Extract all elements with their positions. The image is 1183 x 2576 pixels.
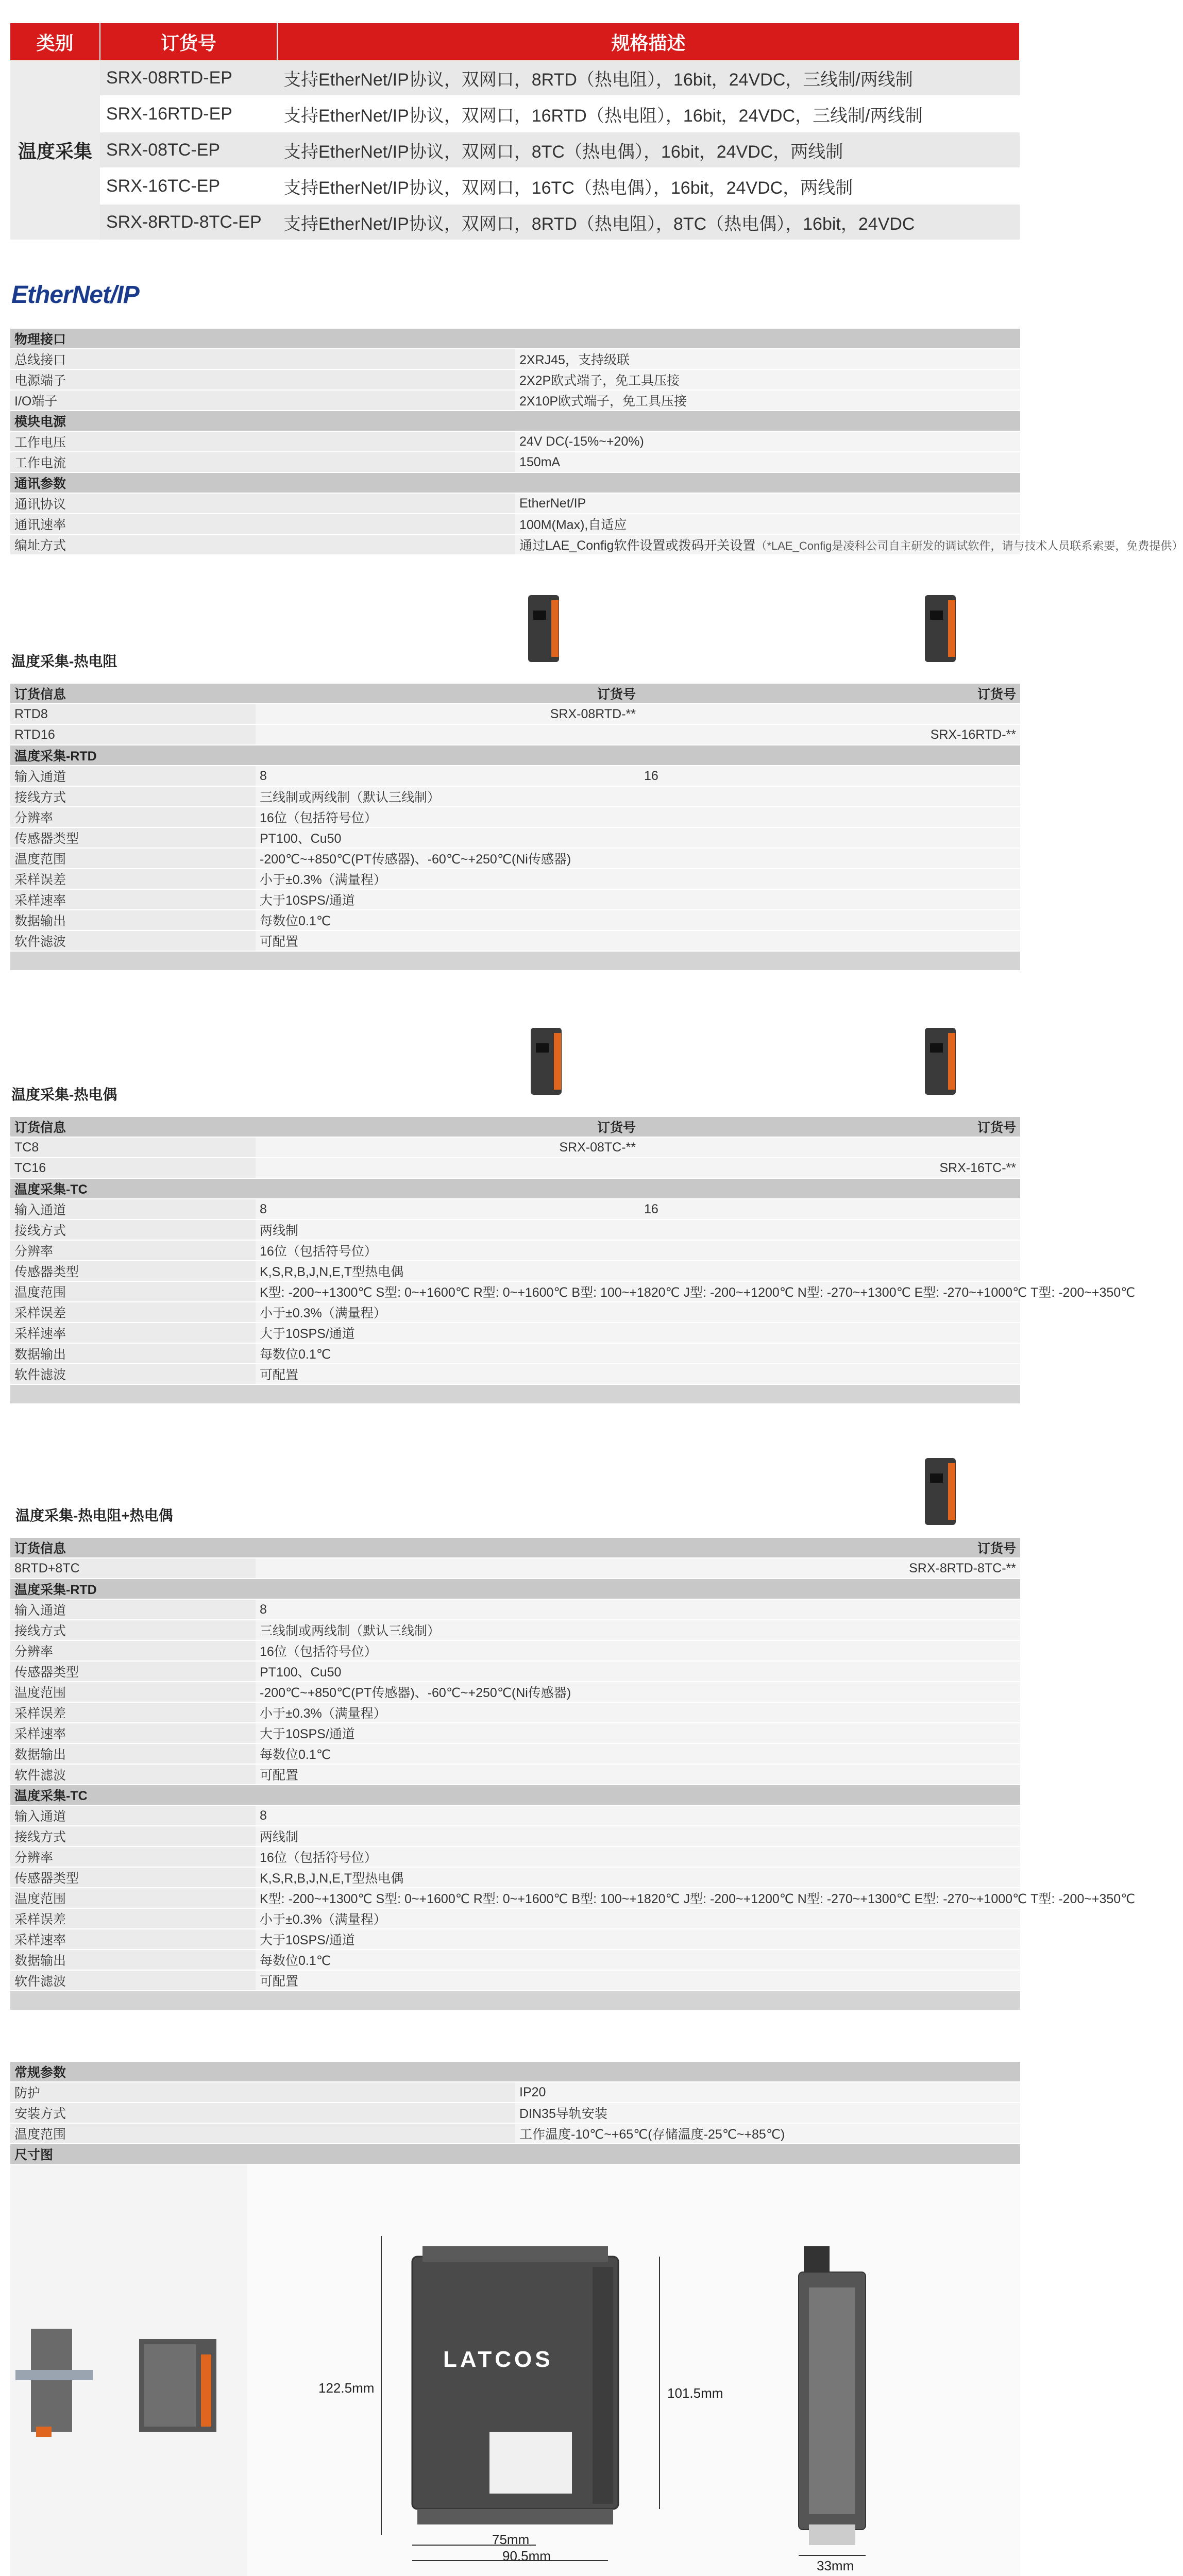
spec-key: 接线方式: [10, 1219, 256, 1240]
ethernet-ip-logo: EtherNet/IP: [11, 281, 139, 309]
module-image-rtd8: [523, 590, 569, 667]
brand-logo: LATCOS: [443, 2347, 553, 2372]
software-note: （*LAE_Config是凌科公司自主研发的调试软件，请与技术人员联系索要，免费提供）: [755, 539, 1183, 552]
spec-value: PT100、Cu50: [256, 827, 1020, 848]
spec-key: 传感器类型: [10, 1261, 256, 1281]
spec-key: 温度范围: [10, 1281, 256, 1302]
spec-key: 通讯速率: [10, 514, 515, 534]
spec-key: 安装方式: [10, 2103, 515, 2123]
spec-value: DIN35导轨安装: [515, 2103, 1020, 2123]
spec-value: 2XRJ45，支持级联: [515, 349, 1020, 369]
order-code: SRX-8RTD-8TC-**: [256, 1558, 1020, 1579]
spec-key: 分辨率: [10, 1846, 256, 1867]
order-name: TC8: [10, 1137, 256, 1158]
order-name: TC16: [10, 1158, 256, 1178]
spec-key: 分辨率: [10, 1640, 256, 1661]
spec-value: 工作温度-10℃~+65℃(存储温度-25℃~+85℃): [515, 2123, 1020, 2144]
addressing-text: 通过LAE_Config软件设置或拨码开关设置: [519, 538, 756, 553]
header-category: 类别: [10, 23, 100, 60]
spec-key: 温度范围: [10, 1888, 256, 1908]
spec-value: 两线制: [256, 1826, 1020, 1846]
spec-key: 工作电流: [10, 452, 515, 472]
spec-key: 软件滤波: [10, 930, 256, 951]
spec-value: 16位（包括符号位）: [256, 1240, 1020, 1261]
spec-value: 16位（包括符号位）: [256, 1640, 1020, 1661]
spec-value: 可配置: [256, 1364, 1020, 1384]
dim-label-body-height: 101.5mm: [667, 2385, 723, 2401]
module-image-rtd16: [920, 590, 966, 667]
module-image-tc16: [920, 1023, 966, 1100]
dim-label-total-height: 122.5mm: [318, 2380, 375, 2396]
spec-value: 可配置: [256, 1970, 1020, 1991]
spec-value: 小于±0.3%（满量程）: [256, 869, 1020, 889]
spec-key: 数据输出: [10, 910, 256, 930]
order-info-label: 订货信息: [10, 1538, 256, 1558]
order-desc: 支持EtherNet/IP协议，双网口，8RTD（热电阻），16bit，24VDC，三线制/两线制: [277, 60, 1020, 96]
spec-key: 编址方式: [10, 534, 515, 555]
module-image-tc8: [526, 1023, 572, 1100]
order-code: [256, 1158, 640, 1178]
spec-value: -200℃~+850℃(PT传感器)、-60℃~+250℃(Ni传感器): [256, 848, 1020, 869]
spec-key: 输入通道: [10, 1805, 256, 1826]
spec-key: 采样速率: [10, 1723, 256, 1743]
rtd-spec-table: [10, 684, 1020, 971]
tc-spec-table: [10, 1117, 1136, 1404]
spec-key: 软件滤波: [10, 1970, 256, 1991]
module-image-mix: [920, 1453, 966, 1530]
spec-value: 2X10P欧式端子，免工具压接: [515, 390, 1020, 411]
spec-key: 总线接口: [10, 349, 515, 369]
order-desc: 支持EtherNet/IP协议，双网口，16RTD（热电阻），16bit，24VDC，三线制/两线制: [277, 96, 1020, 132]
spec-value: 8: [256, 766, 640, 786]
general-spec-table: [10, 329, 1183, 555]
order-code: SRX-16RTD-EP: [100, 96, 277, 132]
spec-key: 软件滤波: [10, 1764, 256, 1785]
spec-key: 软件滤波: [10, 1364, 256, 1384]
spec-key: 采样误差: [10, 869, 256, 889]
spec-key: 采样误差: [10, 1908, 256, 1929]
spec-key: 数据输出: [10, 1950, 256, 1970]
spec-value: 小于±0.3%（满量程）: [256, 1908, 1020, 1929]
spec-value: 每数位0.1℃: [256, 1343, 1020, 1364]
spec-value: PT100、Cu50: [256, 1661, 1020, 1682]
spacer-row: [10, 1991, 1020, 2010]
spec-value: [515, 534, 1183, 555]
spec-value: 两线制: [256, 1219, 1020, 1240]
order-desc: 支持EtherNet/IP协议，双网口，16TC（热电偶），16bit，24VDC，两线制: [277, 168, 1020, 204]
spec-value: EtherNet/IP: [515, 493, 1020, 514]
section-header: 温度采集-TC: [10, 1178, 1020, 1199]
spec-key: 温度范围: [10, 848, 256, 869]
order-info-label: 订货信息: [10, 684, 256, 704]
spec-value: 8: [256, 1599, 1020, 1620]
section-header: 通讯参数: [10, 472, 1020, 493]
dimension-drawing-front: [350, 2215, 814, 2576]
spec-value: 100M(Max),自适应: [515, 514, 1020, 534]
order-desc: 支持EtherNet/IP协议，双网口，8TC（热电偶），16bit，24VDC，两线制: [277, 132, 1020, 168]
spec-value: 8: [256, 1805, 1020, 1826]
spec-key: I/O端子: [10, 390, 515, 411]
order-desc: 支持EtherNet/IP协议，双网口，8RTD（热电阻），8TC（热电偶），16bit，24VDC: [277, 204, 1020, 240]
order-name: 8RTD+8TC: [10, 1558, 256, 1579]
spec-value: 16: [640, 1199, 1020, 1219]
spec-value: 24V DC(-15%~+20%): [515, 431, 1020, 452]
section-header: 物理接口: [10, 329, 1020, 349]
order-code: SRX-08RTD-EP: [100, 60, 277, 96]
spec-key: 温度范围: [10, 1682, 256, 1702]
spec-key: 数据输出: [10, 1743, 256, 1764]
spec-value: 三线制或两线制（默认三线制）: [256, 1620, 1020, 1640]
spec-key: 数据输出: [10, 1343, 256, 1364]
spacer-row: [10, 951, 1020, 971]
spec-value: 小于±0.3%（满量程）: [256, 1302, 1020, 1323]
order-code: SRX-16RTD-**: [640, 724, 1020, 745]
spec-key: 采样误差: [10, 1302, 256, 1323]
spec-value: IP20: [515, 2082, 1020, 2103]
spec-key: 电源端子: [10, 369, 515, 390]
order-name: RTD8: [10, 704, 256, 724]
spec-value: K,S,R,B,J,N,E,T型热电偶: [256, 1261, 1020, 1281]
spec-value: K,S,R,B,J,N,E,T型热电偶: [256, 1867, 1020, 1888]
spec-key: 采样速率: [10, 889, 256, 910]
spec-key: 防护: [10, 2082, 515, 2103]
spacer-row: [10, 1384, 1020, 1404]
spec-key: 分辨率: [10, 1240, 256, 1261]
spec-value: 16位（包括符号位）: [256, 807, 1020, 827]
spec-key: 采样速率: [10, 1323, 256, 1343]
spec-key: 采样速率: [10, 1929, 256, 1950]
spec-key: 接线方式: [10, 786, 256, 807]
spec-key: 输入通道: [10, 1599, 256, 1620]
spec-value: 可配置: [256, 1764, 1020, 1785]
spec-key: 传感器类型: [10, 1661, 256, 1682]
common-spec-table: [10, 2062, 1020, 2165]
spec-value: -200℃~+850℃(PT传感器)、-60℃~+250℃(Ni传感器): [256, 1682, 1020, 1702]
order-code: SRX-16TC-EP: [100, 168, 277, 204]
spec-value: 可配置: [256, 930, 1020, 951]
section-header: 模块电源: [10, 411, 1020, 431]
din-rail-side-view: [10, 2324, 103, 2442]
spec-key: 输入通道: [10, 766, 256, 786]
order-no-label: 订货号: [256, 1117, 640, 1137]
section-header: 温度采集-RTD: [10, 745, 1020, 766]
spec-value: 150mA: [515, 452, 1020, 472]
order-code: SRX-08TC-**: [256, 1137, 640, 1158]
spec-value: 16: [640, 766, 1020, 786]
spec-value: 16位（包括符号位）: [256, 1846, 1020, 1867]
spec-value: 每数位0.1℃: [256, 910, 1020, 930]
spec-value: 大于10SPS/通道: [256, 1929, 1020, 1950]
order-code: SRX-16TC-**: [640, 1158, 1020, 1178]
section-header: 尺寸图: [10, 2144, 1020, 2164]
order-info-label: 订货信息: [10, 1117, 256, 1137]
mix-spec-table: [10, 1538, 1136, 2011]
order-no-label: 订货号: [640, 1117, 1020, 1137]
order-code: SRX-08TC-EP: [100, 132, 277, 168]
order-code: SRX-8RTD-8TC-EP: [100, 204, 277, 240]
spec-value: 每数位0.1℃: [256, 1950, 1020, 1970]
dim-label-side-width: 33mm: [817, 2558, 854, 2573]
section-header: 温度采集-RTD: [10, 1579, 1020, 1599]
spec-key: 温度范围: [10, 2123, 515, 2144]
section-header: 温度采集-TC: [10, 1785, 1020, 1805]
order-no-label: 订货号: [256, 1538, 1020, 1558]
order-code: SRX-08RTD-**: [256, 704, 640, 724]
spec-value: K型: -200~+1300℃ S型: 0~+1600℃ R型: 0~+1600℃ B型: 100~+1820℃ J型: -200~+1200℃ N型: -270~+1300℃ E型: -270~+1000℃ T型: -200~+350℃: [256, 1888, 1020, 1908]
mix-section-title: 温度采集-热电阻+热电偶: [15, 1507, 173, 1523]
spec-key: 分辨率: [10, 807, 256, 827]
header-spec: 规格描述: [277, 23, 1020, 60]
dim-label-body-width: 75mm: [492, 2532, 530, 2547]
spec-key: 接线方式: [10, 1620, 256, 1640]
order-table: [10, 23, 1020, 241]
spec-value: K型: -200~+1300℃ S型: 0~+1600℃ R型: 0~+1600℃ B型: 100~+1820℃ J型: -200~+1200℃ N型: -270~+1300℃ E型: -270~+1000℃ T型: -200~+350℃: [256, 1281, 1020, 1302]
module-front-small: [134, 2334, 222, 2437]
order-code: [640, 704, 1020, 724]
spec-key: 通讯协议: [10, 493, 515, 514]
spec-value: 大于10SPS/通道: [256, 1723, 1020, 1743]
category-cell: 温度采集: [10, 60, 100, 240]
order-no-label: 订货号: [256, 684, 640, 704]
order-name: RTD16: [10, 724, 256, 745]
order-code: [640, 1137, 1020, 1158]
tc-section-title: 温度采集-热电偶: [11, 1087, 117, 1103]
dimension-drawing-side: [788, 2236, 876, 2571]
spec-key: 接线方式: [10, 1826, 256, 1846]
spec-value: 大于10SPS/通道: [256, 1323, 1020, 1343]
order-code: [256, 724, 640, 745]
spec-value: 小于±0.3%（满量程）: [256, 1702, 1020, 1723]
spec-value: 2X2P欧式端子，免工具压接: [515, 369, 1020, 390]
spec-key: 传感器类型: [10, 1867, 256, 1888]
spec-key: 传感器类型: [10, 827, 256, 848]
spec-key: 输入通道: [10, 1199, 256, 1219]
spec-value: 三线制或两线制（默认三线制）: [256, 786, 1020, 807]
dim-label-total-width: 90.5mm: [502, 2548, 551, 2564]
header-order-no: 订货号: [100, 23, 277, 60]
spec-key: 工作电压: [10, 431, 515, 452]
spec-value: 8: [256, 1199, 640, 1219]
spec-value: 每数位0.1℃: [256, 1743, 1020, 1764]
section-header: 常规参数: [10, 2062, 1020, 2082]
spec-key: 采样误差: [10, 1702, 256, 1723]
rtd-section-title: 温度采集-热电阻: [11, 653, 117, 669]
order-no-label: 订货号: [640, 684, 1020, 704]
spec-value: 大于10SPS/通道: [256, 889, 1020, 910]
